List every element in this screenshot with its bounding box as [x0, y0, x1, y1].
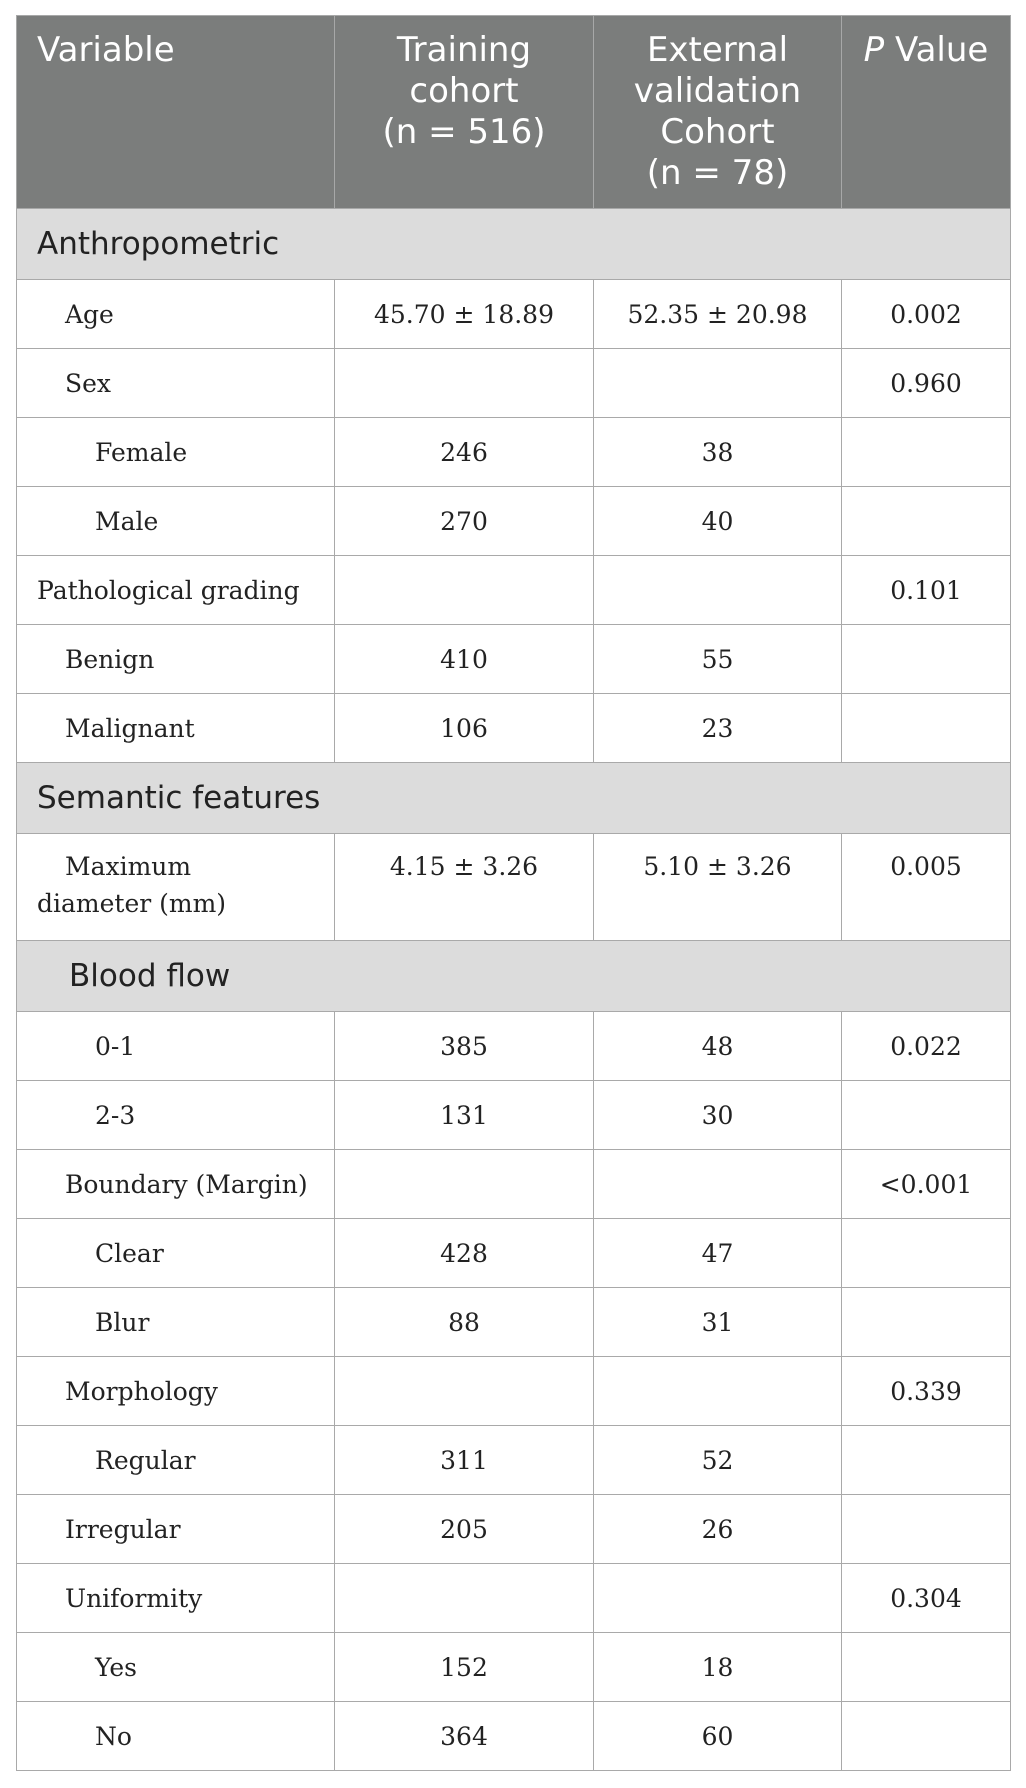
cell-external-female: 38 [594, 418, 842, 487]
section-blood-flow: Blood flow [17, 941, 1011, 1012]
table-row-sex [17, 349, 1011, 418]
table-row-irregular [17, 1495, 1011, 1564]
row-label-no: No [17, 1702, 335, 1771]
cell-p-sex: 0.960 [842, 349, 1011, 418]
table-row-regular [17, 1426, 1011, 1495]
cell-training-blood-flow-0-1: 385 [335, 1012, 594, 1081]
row-label-pathological-grading: Pathological grading [17, 556, 335, 625]
section-row-blood-flow [17, 941, 1011, 1012]
cell-p-age: 0.002 [842, 280, 1011, 349]
row-label-blur: Blur [17, 1288, 335, 1357]
cell-p-morphology: 0.339 [842, 1357, 1011, 1426]
cell-training-yes: 152 [335, 1633, 594, 1702]
table-row-malignant [17, 694, 1011, 763]
section-anthropometric: Anthropometric [17, 209, 1011, 280]
header-external-cohort [594, 16, 842, 209]
row-label-blood-flow-2-3: 2-3 [17, 1081, 335, 1150]
header-training-line2: cohort [409, 71, 519, 111]
cell-training-male: 270 [335, 487, 594, 556]
section-row-semantic-features [17, 763, 1011, 834]
cell-training-sex [335, 349, 594, 418]
cell-training-blur: 88 [335, 1288, 594, 1357]
row-label-male: Male [17, 487, 335, 556]
row-label-maximum-diameter [17, 834, 335, 941]
table-row-pathological-grading [17, 556, 1011, 625]
cell-training-clear: 428 [335, 1219, 594, 1288]
header-row [17, 16, 1011, 209]
table-row-blood-flow-0-1 [17, 1012, 1011, 1081]
table-row-clear [17, 1219, 1011, 1288]
cohort-comparison-table [16, 15, 1011, 1771]
cell-training-no: 364 [335, 1702, 594, 1771]
cell-training-age: 45.70 ± 18.89 [335, 280, 594, 349]
cell-external-no: 60 [594, 1702, 842, 1771]
row-label-morphology: Morphology [17, 1357, 335, 1426]
cell-external-clear: 47 [594, 1219, 842, 1288]
row-label-benign: Benign [17, 625, 335, 694]
table-row-blur [17, 1288, 1011, 1357]
row-label-maximum-line1: Maximum [65, 852, 192, 881]
cell-external-blood-flow-2-3: 30 [594, 1081, 842, 1150]
header-training-line1: Training [396, 30, 532, 70]
cell-external-boundary [594, 1150, 842, 1219]
cell-external-maximum-diameter: 5.10 ± 3.26 [594, 834, 842, 941]
header-p-value [842, 16, 1011, 209]
table-row-age [17, 280, 1011, 349]
cell-p-uniformity: 0.304 [842, 1564, 1011, 1633]
table-row-no [17, 1702, 1011, 1771]
cell-p-blood-flow-2-3 [842, 1081, 1011, 1150]
header-p-italic: P [863, 30, 885, 70]
cell-training-maximum-diameter: 4.15 ± 3.26 [335, 834, 594, 941]
table-row-uniformity [17, 1564, 1011, 1633]
table-header [17, 16, 1011, 209]
row-label-regular: Regular [17, 1426, 335, 1495]
header-external-line4: (n = 78) [646, 153, 789, 193]
cell-training-malignant: 106 [335, 694, 594, 763]
table-row-morphology [17, 1357, 1011, 1426]
row-label-maximum-line2: diameter (mm) [37, 889, 227, 918]
cell-external-malignant: 23 [594, 694, 842, 763]
table-row-blood-flow-2-3 [17, 1081, 1011, 1150]
cell-p-regular [842, 1426, 1011, 1495]
cell-training-regular: 311 [335, 1426, 594, 1495]
header-training-line3: (n = 516) [382, 112, 546, 152]
row-label-yes: Yes [17, 1633, 335, 1702]
cell-training-boundary [335, 1150, 594, 1219]
table-body [17, 209, 1011, 1771]
header-variable-label: Variable [37, 30, 175, 70]
header-external-line1: External [646, 30, 789, 70]
section-semantic-features: Semantic features [17, 763, 1011, 834]
cell-external-pathological-grading [594, 556, 842, 625]
table-row-female [17, 418, 1011, 487]
cell-external-blood-flow-0-1: 48 [594, 1012, 842, 1081]
cell-external-age: 52.35 ± 20.98 [594, 280, 842, 349]
cell-p-male [842, 487, 1011, 556]
table-row-yes [17, 1633, 1011, 1702]
cell-p-blur [842, 1288, 1011, 1357]
header-external-line3: Cohort [660, 112, 775, 152]
header-training-cohort [335, 16, 594, 209]
row-label-female: Female [17, 418, 335, 487]
cell-external-morphology [594, 1357, 842, 1426]
cell-p-benign [842, 625, 1011, 694]
cell-training-morphology [335, 1357, 594, 1426]
table-row-maximum-diameter [17, 834, 1011, 941]
table-row-benign [17, 625, 1011, 694]
cell-p-maximum-diameter: 0.005 [842, 834, 1011, 941]
cell-p-yes [842, 1633, 1011, 1702]
cell-p-female [842, 418, 1011, 487]
header-p-rest: Value [884, 30, 989, 70]
row-label-uniformity: Uniformity [17, 1564, 335, 1633]
cell-training-benign: 410 [335, 625, 594, 694]
row-label-blood-flow-0-1: 0-1 [17, 1012, 335, 1081]
row-label-irregular: Irregular [17, 1495, 335, 1564]
cell-p-no [842, 1702, 1011, 1771]
cell-p-malignant [842, 694, 1011, 763]
table-row-male [17, 487, 1011, 556]
section-row-anthropometric [17, 209, 1011, 280]
cell-external-uniformity [594, 1564, 842, 1633]
cell-p-clear [842, 1219, 1011, 1288]
cell-external-yes: 18 [594, 1633, 842, 1702]
row-label-clear: Clear [17, 1219, 335, 1288]
cell-external-benign: 55 [594, 625, 842, 694]
cell-training-blood-flow-2-3: 131 [335, 1081, 594, 1150]
row-label-boundary: Boundary (Margin) [17, 1150, 335, 1219]
cell-training-female: 246 [335, 418, 594, 487]
cell-p-blood-flow-0-1: 0.022 [842, 1012, 1011, 1081]
cell-training-pathological-grading [335, 556, 594, 625]
cell-p-pathological-grading: 0.101 [842, 556, 1011, 625]
cell-training-uniformity [335, 1564, 594, 1633]
row-label-age: Age [17, 280, 335, 349]
cell-external-irregular: 26 [594, 1495, 842, 1564]
cell-external-blur: 31 [594, 1288, 842, 1357]
row-label-sex: Sex [17, 349, 335, 418]
cell-training-irregular: 205 [335, 1495, 594, 1564]
cell-external-regular: 52 [594, 1426, 842, 1495]
header-variable [17, 16, 335, 209]
header-external-line2: validation [633, 71, 802, 111]
row-label-malignant: Malignant [17, 694, 335, 763]
cell-external-male: 40 [594, 487, 842, 556]
table-row-boundary [17, 1150, 1011, 1219]
cell-p-irregular [842, 1495, 1011, 1564]
cell-external-sex [594, 349, 842, 418]
cell-p-boundary: <0.001 [842, 1150, 1011, 1219]
